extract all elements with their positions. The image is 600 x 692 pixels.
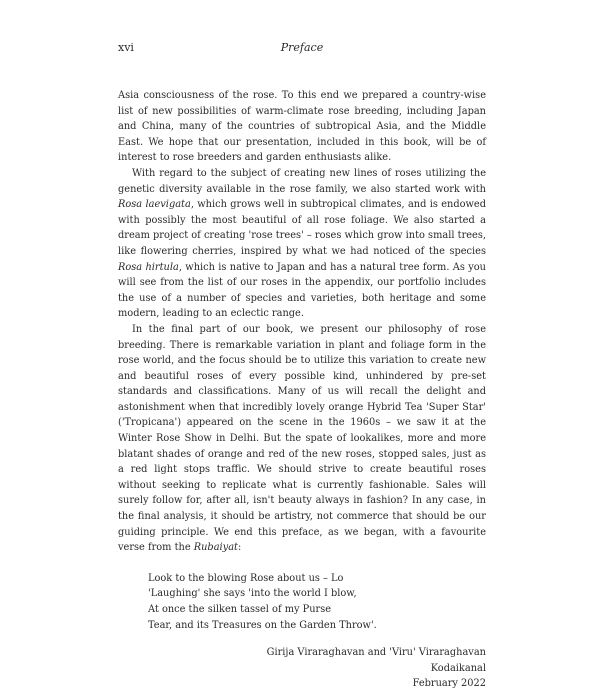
verse-line: At once the silken tassel of my Purse	[148, 604, 332, 615]
signature-authors: Girija Viraraghavan and 'Viru' Viraraghavan	[266, 647, 486, 659]
paragraph-3-text-b: :	[237, 542, 242, 554]
section-title: Preface	[280, 41, 324, 54]
signature-block	[118, 645, 486, 692]
signature-place: Kodaikanal	[430, 662, 486, 674]
species-name-rosa-laevigata: Rosa laevigata	[118, 199, 191, 211]
paragraph-2	[118, 166, 486, 322]
work-title-rubaiyat: Rubaiyat	[193, 542, 238, 554]
verse-block	[118, 571, 486, 633]
species-name-rosa-hirtula: Rosa hirtula	[118, 261, 179, 273]
paragraph-2-text-c: , which is native to Japan and has a natural tree form. As you will see from the list of our roses in the appendix, our portfolio includes the use of a number of species and varieties, both heritage and some modern, leading to an eclectic range.	[118, 261, 486, 320]
body-text	[118, 88, 486, 692]
paragraph-3	[118, 322, 486, 556]
signature-date: February 2022	[412, 678, 486, 690]
paragraph-2-text-b: , which grows well in subtropical climates, and is endowed with possibly the most beautiful of all rose foliage. We also started a dream project of creating 'rose trees' – roses which grow into small trees, like flowering cherries, inspired by what we had noticed of the species	[118, 199, 486, 257]
verse-line: Tear, and its Treasures on the Garden Throw'.	[148, 619, 377, 631]
paragraph-3-text-a: In the final part of our book, we present our philosophy of rose breeding. There is remarkable variation in plant and foliage form in the rose world, and the focus should be to utilize this variation to create new and beautiful roses of every possible kind, unhindered by pre-set standards and classifications. Many of us will recall the delight and astonishment when that incredibly lovely orange Hybrid Tea 'Super Star' ('Tropicana') appeared on the scene in the 1960s – we saw it at the Winter Rose Show in Delhi. But the spate of lookalikes, more and more blatant shades of orange and red of the new roses, stopped sales, just as a red light stops traffic. We should strive to create beautiful roses without seeking to replicate what is currently fashionable. Sales will surely follow for, after all, isn't beauty always in fashion? In any case, in the final analysis, it should be artistry, not commerce that should be our guiding principle. We end this preface, as we began, with a favourite verse from the	[118, 323, 486, 554]
paragraph-1: Asia consciousness of the rose. To this end we prepared a country-wise list of new possibilities of warm-climate rose breeding, including Japan and China, many of the countries of subtropical Asia, and the Middle East. We hope that our presentation, included in this book, will be of interest to rose breeders and garden enthusiasts alike.	[118, 90, 486, 164]
verse-line: Look to the blowing Rose about us – Lo	[148, 572, 344, 584]
running-head	[118, 40, 486, 56]
page-number: xvi	[118, 41, 134, 54]
verse-line: 'Laughing' she says 'into the world I blow,	[148, 588, 357, 600]
paragraph-2-text-a: With regard to the subject of creating new lines of roses utilizing the genetic diversity available in the rose family, we also started work with	[118, 167, 486, 195]
